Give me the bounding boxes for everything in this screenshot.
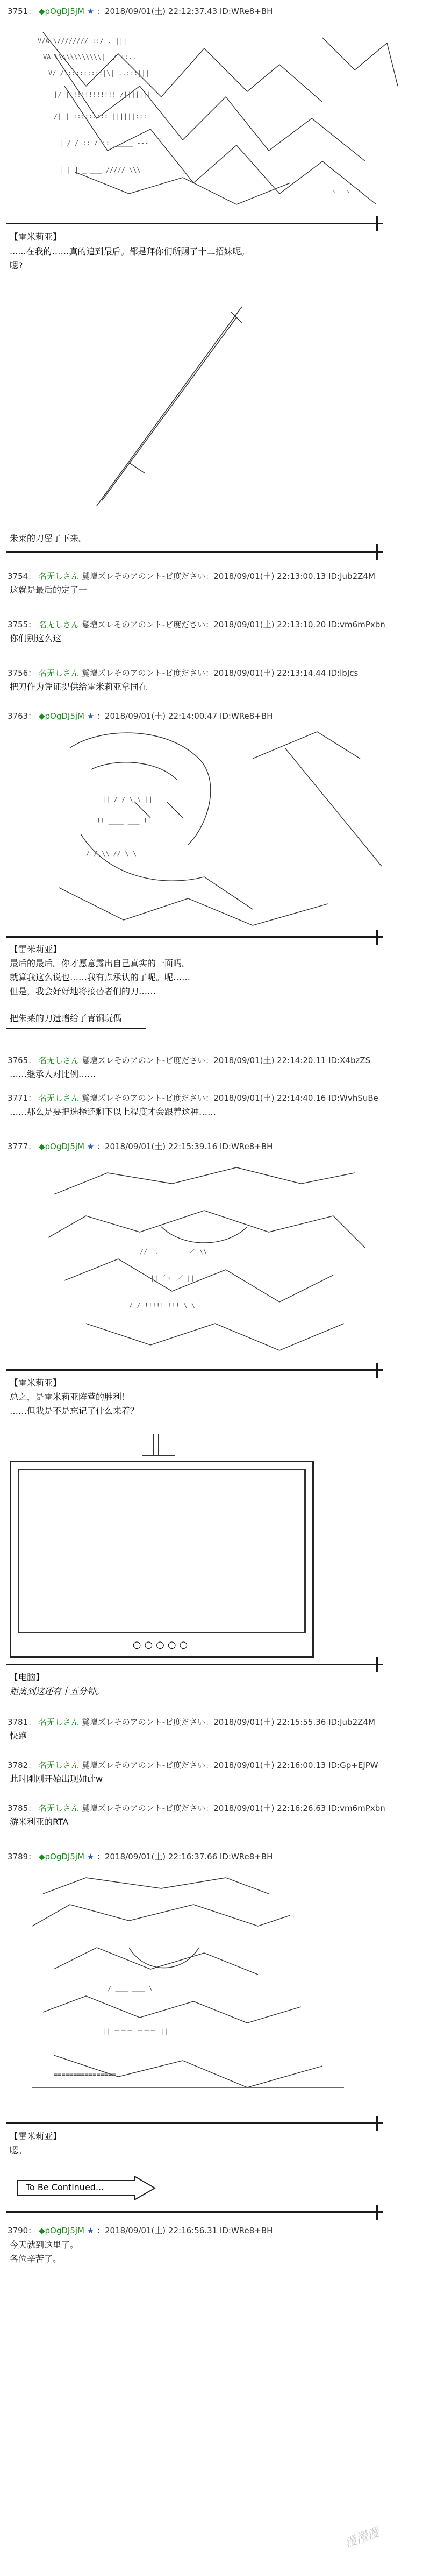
poster-name[interactable]: 名无しさん	[38, 1056, 79, 1065]
svg-text:V/A \////////|::/ . |||: V/A \////////|::/ . |||	[38, 37, 127, 45]
svg-text:// ＼ ______ ／ \\: // ＼ ______ ／ \\	[140, 1248, 207, 1255]
post-header: 3756： 名无しさん 鬘壇ズレそのアのント-ビ度ださい：2018/09/01(土) 22:13:14.44 ID:lbJcs	[8, 668, 359, 678]
dialogue: ......在我的……真的追到最后。都是拜你们所赐了十二招妹呢。 嗯?	[10, 246, 250, 271]
post-header: 3790： ◆pOgDJ5jM ★ ：2018/09/01(土) 22:16:56.31 ID:WRe8+BH	[8, 2226, 273, 2235]
post-text: ……那么是要把选择还剩下以上程度才会跟着这种……	[10, 1107, 217, 1117]
trip-star: ★	[87, 6, 95, 16]
svg-text:|| / / \ \ ||: || / / \ \ ||	[102, 796, 153, 803]
svg-text:|| ＝＝＝ ＝＝＝ ||: || ＝＝＝ ＝＝＝ ||	[102, 2028, 168, 2035]
scene-divider	[6, 936, 383, 938]
poster-name[interactable]: ◆pOgDJ5jM	[38, 2226, 84, 2235]
poster-name[interactable]: ◆pOgDJ5jM	[38, 711, 84, 721]
svg-text:/ / \\ // \ \: / / \\ // \ \	[86, 850, 137, 857]
scene-divider	[6, 2211, 383, 2213]
dialogue: 最后的最后。你才愿意露出自己真实的一面吗。 就算我这么说也……我有点承认的了呢。呢…… 但是，我会好好地将接替者们的刀……	[10, 958, 191, 996]
post-header: 3763： ◆pOgDJ5jM ★ ：2018/09/01(土) 22:14:00.47 ID:WRe8+BH	[8, 711, 273, 721]
post-text: 把刀作为凭证提供给雷米莉亚拿同在	[10, 682, 148, 692]
scene-divider	[6, 2122, 383, 2124]
post-header: 3771： 名无しさん 鬘壇ズレそのアのント-ビ度ださい：2018/09/01(土) 22:14:40.16 ID:WvhSuBe	[8, 1093, 378, 1103]
poster-name[interactable]: 名无しさん	[38, 1093, 79, 1103]
scene-divider	[6, 223, 383, 224]
ascii-art-remilia-3	[32, 1162, 376, 1361]
poster-name[interactable]: 名无しさん	[38, 620, 79, 629]
poster-name[interactable]: 名无しさん	[38, 1803, 79, 1813]
poster-name[interactable]: 名无しさん	[38, 668, 79, 678]
post-text: 你们别这么这	[10, 633, 62, 643]
poster-name[interactable]: ◆pOgDJ5jM	[38, 1142, 84, 1151]
post-header: 3755： 名无しさん 鬘壇ズレそのアのント-ビ度ださい：2018/09/01(土) 22:13:10.20 ID:vm6mPxbn	[8, 620, 385, 629]
scene-divider	[6, 551, 383, 553]
monitor-screen	[18, 1469, 306, 1633]
poster-name[interactable]: 名无しさん	[38, 1717, 79, 1727]
svg-text:/ ＿＿ ＿＿ \: / ＿＿ ＿＿ \	[108, 1985, 153, 1992]
scene-divider-end	[376, 1657, 378, 1672]
speaker-label: 【雷米莉亚】	[10, 232, 62, 242]
scene-divider-end	[376, 930, 378, 945]
dialogue: 距离到这还有十五分钟。	[10, 1686, 105, 1696]
post-text: 这就是最后的定了一	[10, 585, 88, 595]
post-text: 今天就到这里了。 各位辛苦了。	[10, 2240, 79, 2264]
post-header: 3781： 名无しさん 鬘壇ズレそのアのント-ビ度ださい：2018/09/01(土) 22:15:55.36 ID:Jub2Z4M	[8, 1717, 375, 1727]
post-header: 3751： ◆pOgDJ5jM ★ ：2018/09/01(土) 22:12:37.43 ID:WRe8+BH	[8, 6, 273, 16]
post-text: 此时刚刚开始出现如此w	[10, 1774, 103, 1784]
svg-text:/| | ::::::::: ||||||:::: /| | ::::::::: ||||||:::	[54, 112, 147, 120]
post-text: 游米利亚的RTA	[10, 1817, 69, 1827]
post-header: 3754： 名无しさん 鬘壇ズレそのアのント-ビ度ださい：2018/09/01(土) 22:13:00.13 ID:Jub2Z4M	[8, 571, 375, 581]
post-header: 3789： ◆pOgDJ5jM ★ ：2018/09/01(土) 22:16:37.66 ID:WRe8+BH	[8, 1852, 273, 1862]
scene-divider	[6, 1664, 383, 1665]
svg-text:|| ´ヽ ／ ||: || ´ヽ ／ ||	[150, 1275, 195, 1282]
monitor-buttons: ○○○○○	[132, 1639, 191, 1651]
post-header: 3782： 名无しさん 鬘壇ズレそのアのント-ビ度ださい：2018/09/01(土) 22:16:00.13 ID:Gp+EJPW	[8, 1760, 378, 1770]
trip-star: ★	[87, 1142, 95, 1151]
scene-divider-end	[376, 1363, 378, 1378]
speaker-label: 【雷米莉亚】	[10, 944, 62, 954]
speaker-label: 【雷米莉亚】	[10, 2131, 62, 2141]
speaker-label: 【电脑】	[10, 1672, 45, 1682]
to-be-continued-label: To Be Continued...	[26, 2182, 104, 2192]
post-header: 3765： 名无しさん 鬘壇ズレそのアのント-ビ度ださい：2018/09/01(土) 22:14:20.11 ID:X4bzZS	[8, 1056, 371, 1065]
svg-text:================: ================	[54, 2071, 116, 2078]
post-header: 3777： ◆pOgDJ5jM ★ ：2018/09/01(土) 22:15:39.16 ID:WRe8+BH	[8, 1142, 273, 1151]
caption: 朱莱的刀留了下来。	[10, 533, 88, 543]
svg-text:/ / !!!!! !!! \ \: / / !!!!! !!! \ \	[129, 1301, 195, 1309]
poster-name[interactable]: ◆pOgDJ5jM	[38, 1852, 84, 1862]
trip-star: ★	[87, 1852, 95, 1862]
trip-star: ★	[87, 711, 95, 721]
ascii-art-remilia-1	[22, 22, 408, 221]
post-text: 快跑	[10, 1731, 27, 1741]
poster-name[interactable]: 名无しさん	[38, 1760, 79, 1770]
site-watermark: 漫漫漫	[343, 2525, 381, 2551]
poster-name[interactable]: 名无しさん	[38, 571, 79, 581]
dialogue: 嗯。	[10, 2145, 27, 2155]
svg-text:--ヽ_ ヽ_: --ヽ_ ヽ_	[322, 188, 355, 195]
svg-text:| / / :: / :: _____ ---: | / / :: / :: _____ ---	[59, 139, 149, 147]
svg-text:!! ____ ___ !!: !! ____ ___ !!	[97, 817, 152, 825]
svg-text:V/ /::::::::::|\| ..:::|||: V/ /::::::::::|\| ..:::|||	[48, 69, 149, 77]
ascii-art-remilia-2	[27, 726, 403, 931]
trip-star: ★	[87, 2226, 95, 2235]
ascii-art-sword	[81, 301, 253, 516]
post-text: ……继承人对比例……	[10, 1069, 96, 1079]
computer-monitor	[10, 1461, 314, 1658]
post-header: 3785： 名无しさん 鬘壇ズレそのアのント-ビ度ださい：2018/09/01(土) 22:16:26.63 ID:vm6mPxbn	[8, 1803, 385, 1813]
dialogue: 总之，是雷米莉亚阵营的胜利！ ……但我是不是忘记了什么来着？	[10, 1392, 139, 1416]
speaker-label: 【雷米莉亚】	[10, 1378, 62, 1388]
scene-divider	[6, 1369, 383, 1371]
svg-text:VA \\\\\\\\\\\\| |/ ::..: VA \\\\\\\\\\\\| |/ ::..	[43, 53, 137, 61]
ascii-art-remilia-4	[22, 1872, 355, 2109]
scene-divider-short	[6, 1028, 146, 1029]
scene-divider-end	[376, 216, 378, 231]
caption: 把朱莱的刀遗赠给了青铜玩偶	[10, 1013, 122, 1023]
scene-divider-end	[376, 544, 378, 560]
scene-divider-end	[376, 2205, 378, 2220]
svg-text:|/ |!!!!!!!!!!!! /|||||||: |/ |!!!!!!!!!!!! /|||||||	[54, 91, 151, 98]
poster-name[interactable]: ◆pOgDJ5jM	[38, 6, 84, 16]
scene-divider-end	[376, 2116, 378, 2131]
svg-text:| | | _ ___ ///// \\\: | | | _ ___ ///// \\\	[59, 166, 141, 174]
